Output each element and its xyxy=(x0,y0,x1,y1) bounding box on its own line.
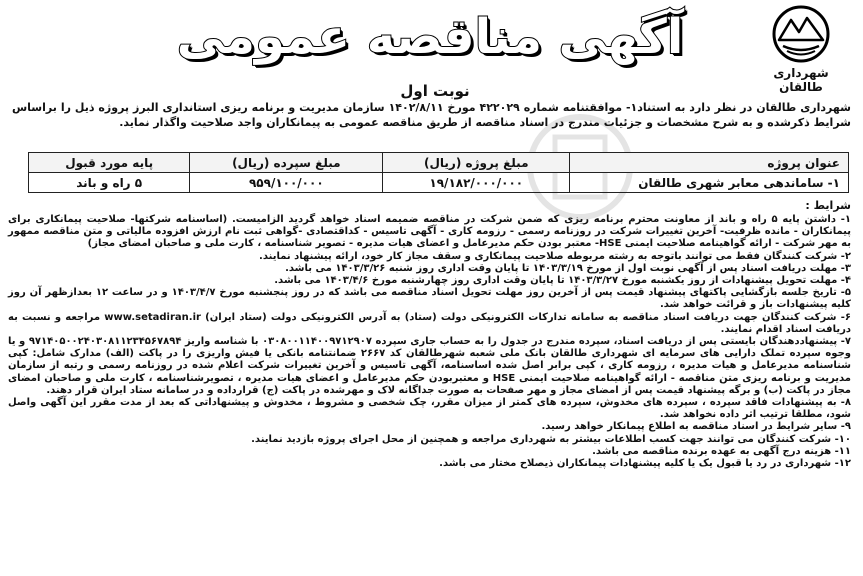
logo-caption: شهرداری طالقان xyxy=(773,66,829,94)
cell-project-title: ۱- ساماندهی معابر شهری طالقان xyxy=(570,173,849,193)
condition-item: ۲- شرکت کنندگان فقط می توانند باتوجه به رشته مربوطه صلاحیت پیمانکاری و سقف مجاز کار خود، ارائه پیشنهاد نمایند. xyxy=(259,250,851,262)
page-title: آگهی مناقصه عمومی xyxy=(176,9,684,65)
intro-text: شهرداری طالقان در نظر دارد به استناد۱- موافقتنامه شماره ۴۲۲۰۲۹ مورخ ۱۴۰۲/۸/۱۱ سازمان مدیریت و برنامه ریزی استانداری البرز پروژه ذیل را براساس شرایط ذکرشده و به شرح مشخصات و جزئیات مندرج در اسناد مناقصه از طریق مناقصه عمومی به پیمانکاران واجد صلاحیت واگذار نماید. xyxy=(12,101,851,129)
condition-item: ۳- مهلت دریافت اسناد پس از آگهی نوبت اول از مورخ ۱۴۰۳/۳/۱۹ تا پایان وقت اداری روز شنبه ۱۴۰۳/۳/۲۶ می باشد. xyxy=(285,262,851,274)
table-row xyxy=(29,173,849,193)
condition-item: ۱۱- هزینه درج آگهی به عهده برنده مناقصه می باشد. xyxy=(592,445,851,457)
condition-item: ۷- پیشنهاددهندگان بایستی پس از دریافت اسناد، سپرده مندرج در جدول را به حساب جاری سپرده ۰۳۰۸۰۰۱۱۴۰۰۹۷۱۲۹۰۷ با شناسه واریز ۹۷۱۴۰۵۰۰۲۴۰۳۰۸۱۱۲۳۴۵۶۷۸۹۴ و یا وجوه سپرده تملک دارایی های سرمایه ای شهرداری طالقان بانک ملی شعبه شهرطالقان کد ۲۶۶۷ ضمانتنامه بانکی یا فیش واریزی را در پاکت (الف) مدارک شامل: کپی شناسنامه مدیرعامل و هیات مدیره ، رزومه کاری ، کپی برابر اصل شده اساسنامه، آگهی تاسیس و آخرین تغییرات شرکت اعلام شده در روزنامه رسمی و رتبه از سازمان مدیریت و برنامه ریزی متن مناقصه - ارائه گواهینامه صلاحیت ایمنی HSE و معتبربودن حکم مدیرعامل و اعضای هیات مدیره ، تصویرشناسنامه ، کارت ملی و صاحبان امضای مجاز در پاکت (ب) و برگه پیشنهاد قیمت پس از امضای مجاز و مهر صفحات به صورت جداگانه لاک و مهرشده در پاکت (ج) قرارداده و در سامانه ستاد ایران قرار دهند. xyxy=(8,336,851,396)
cell-accepted-grade: ۵ راه و باند xyxy=(29,173,190,193)
col-header-accepted-grade: پایه مورد قبول xyxy=(29,153,190,173)
condition-item: ۱۰- شرکت کنندگان می توانند جهت کسب اطلاعات بیشتر به شهرداری مراجعه و همچنین از محل اجرای پروژه بازدید نمایند. xyxy=(251,433,851,445)
notice-round: نوبت اول xyxy=(400,82,470,100)
mountain-emblem-icon xyxy=(769,4,833,64)
conditions-heading: شرایط : xyxy=(805,199,851,212)
cell-deposit-amount: ۹۵۹/۱۰۰/۰۰۰ xyxy=(190,173,383,193)
condition-item: ۹- سایر شرایط در اسناد مناقصه به اطلاع پیمانکار خواهد رسید. xyxy=(541,421,851,433)
tender-table xyxy=(28,152,849,193)
col-header-project-amount: مبلغ پروژه (ریال) xyxy=(383,153,570,173)
condition-item: ۱- داشتن پایه ۵ راه و باند از معاونت محترم برنامه ریزی که ضمن شرکت در مناقصه ضمیمه اسناد خواهد گردید الزامیست. (اساسنامه شرکتها- صلاحیت پیمانکاری برای پیمانکاران - مانده ظرفیت- آخرین تغییرات شرکت در روزنامه رسمی - رزومه کاری - آگهی تاسیس - کداقتصادی -گواهی ثبت نام ارزش افزوده مالیاتی و متن مناقصه ممهور به مهر شرکت - ارائه گواهینامه صلاحیت ایمنی HSE- معتبر بودن حکم مدیرعامل و اعضای هیات مدیره - تصویر شناسنامه ، کارت ملی و صاحبان امضای مجاز) xyxy=(8,214,851,250)
intro-paragraph xyxy=(12,100,851,130)
col-header-deposit-amount: مبلغ سپرده (ریال) xyxy=(190,153,383,173)
table-header-row xyxy=(29,153,849,173)
conditions-list xyxy=(8,214,851,470)
condition-item: ۸- به پیشنهادات فاقد سپرده ، سپرده های مخدوش، سپرده های کمتر از میزان مقرر، چک شخصی و مشروط ، مخدوش و پیشنهاداتی که بعد از مدت مقرر این آگهی واصل شود، مطلقا ترتیب اثر داده نخواهد شد. xyxy=(8,397,851,421)
cell-project-amount: ۱۹/۱۸۲/۰۰۰/۰۰۰ xyxy=(383,173,570,193)
condition-item: ۴- مهلت تحویل پیشنهادات از روز یکشنبه مورخ ۱۴۰۳/۳/۲۷ تا پایان وقت اداری روز چهارشنبه مورخ ۱۴۰۳/۴/۶ می باشد. xyxy=(274,275,851,287)
col-header-project-title: عنوان پروژه xyxy=(570,153,849,173)
municipality-logo xyxy=(753,4,849,92)
condition-item: ۶- شرکت کنندگان جهت دریافت اسناد مناقصه به سامانه تدارکات الکترونیکی دولت (ستاد) به آدرس الکترونیکی دولت (ستاد ایران) www.setadiran.ir مراجعه و نسبت به دریافت اسناد اقدام نمایند. xyxy=(8,311,851,335)
condition-item: ۱۲- شهرداری در رد یا قبول یک یا کلیه پیشنهادات پیمانکاران ذیصلاح مختار می باشد. xyxy=(439,458,851,470)
condition-item: ۵- تاریخ جلسه بازگشایی پاکتهای پیشنهاد قیمت پس از آخرین روز مهلت تحویل اسناد مناقصه می باشد که در روز پنجشنبه مورخ ۱۴۰۳/۴/۷ و در ساعت ۱۲ بعدازظهر آن روز کلیه پیشنهادات باز و قرائت خواهد شد. xyxy=(8,287,851,311)
